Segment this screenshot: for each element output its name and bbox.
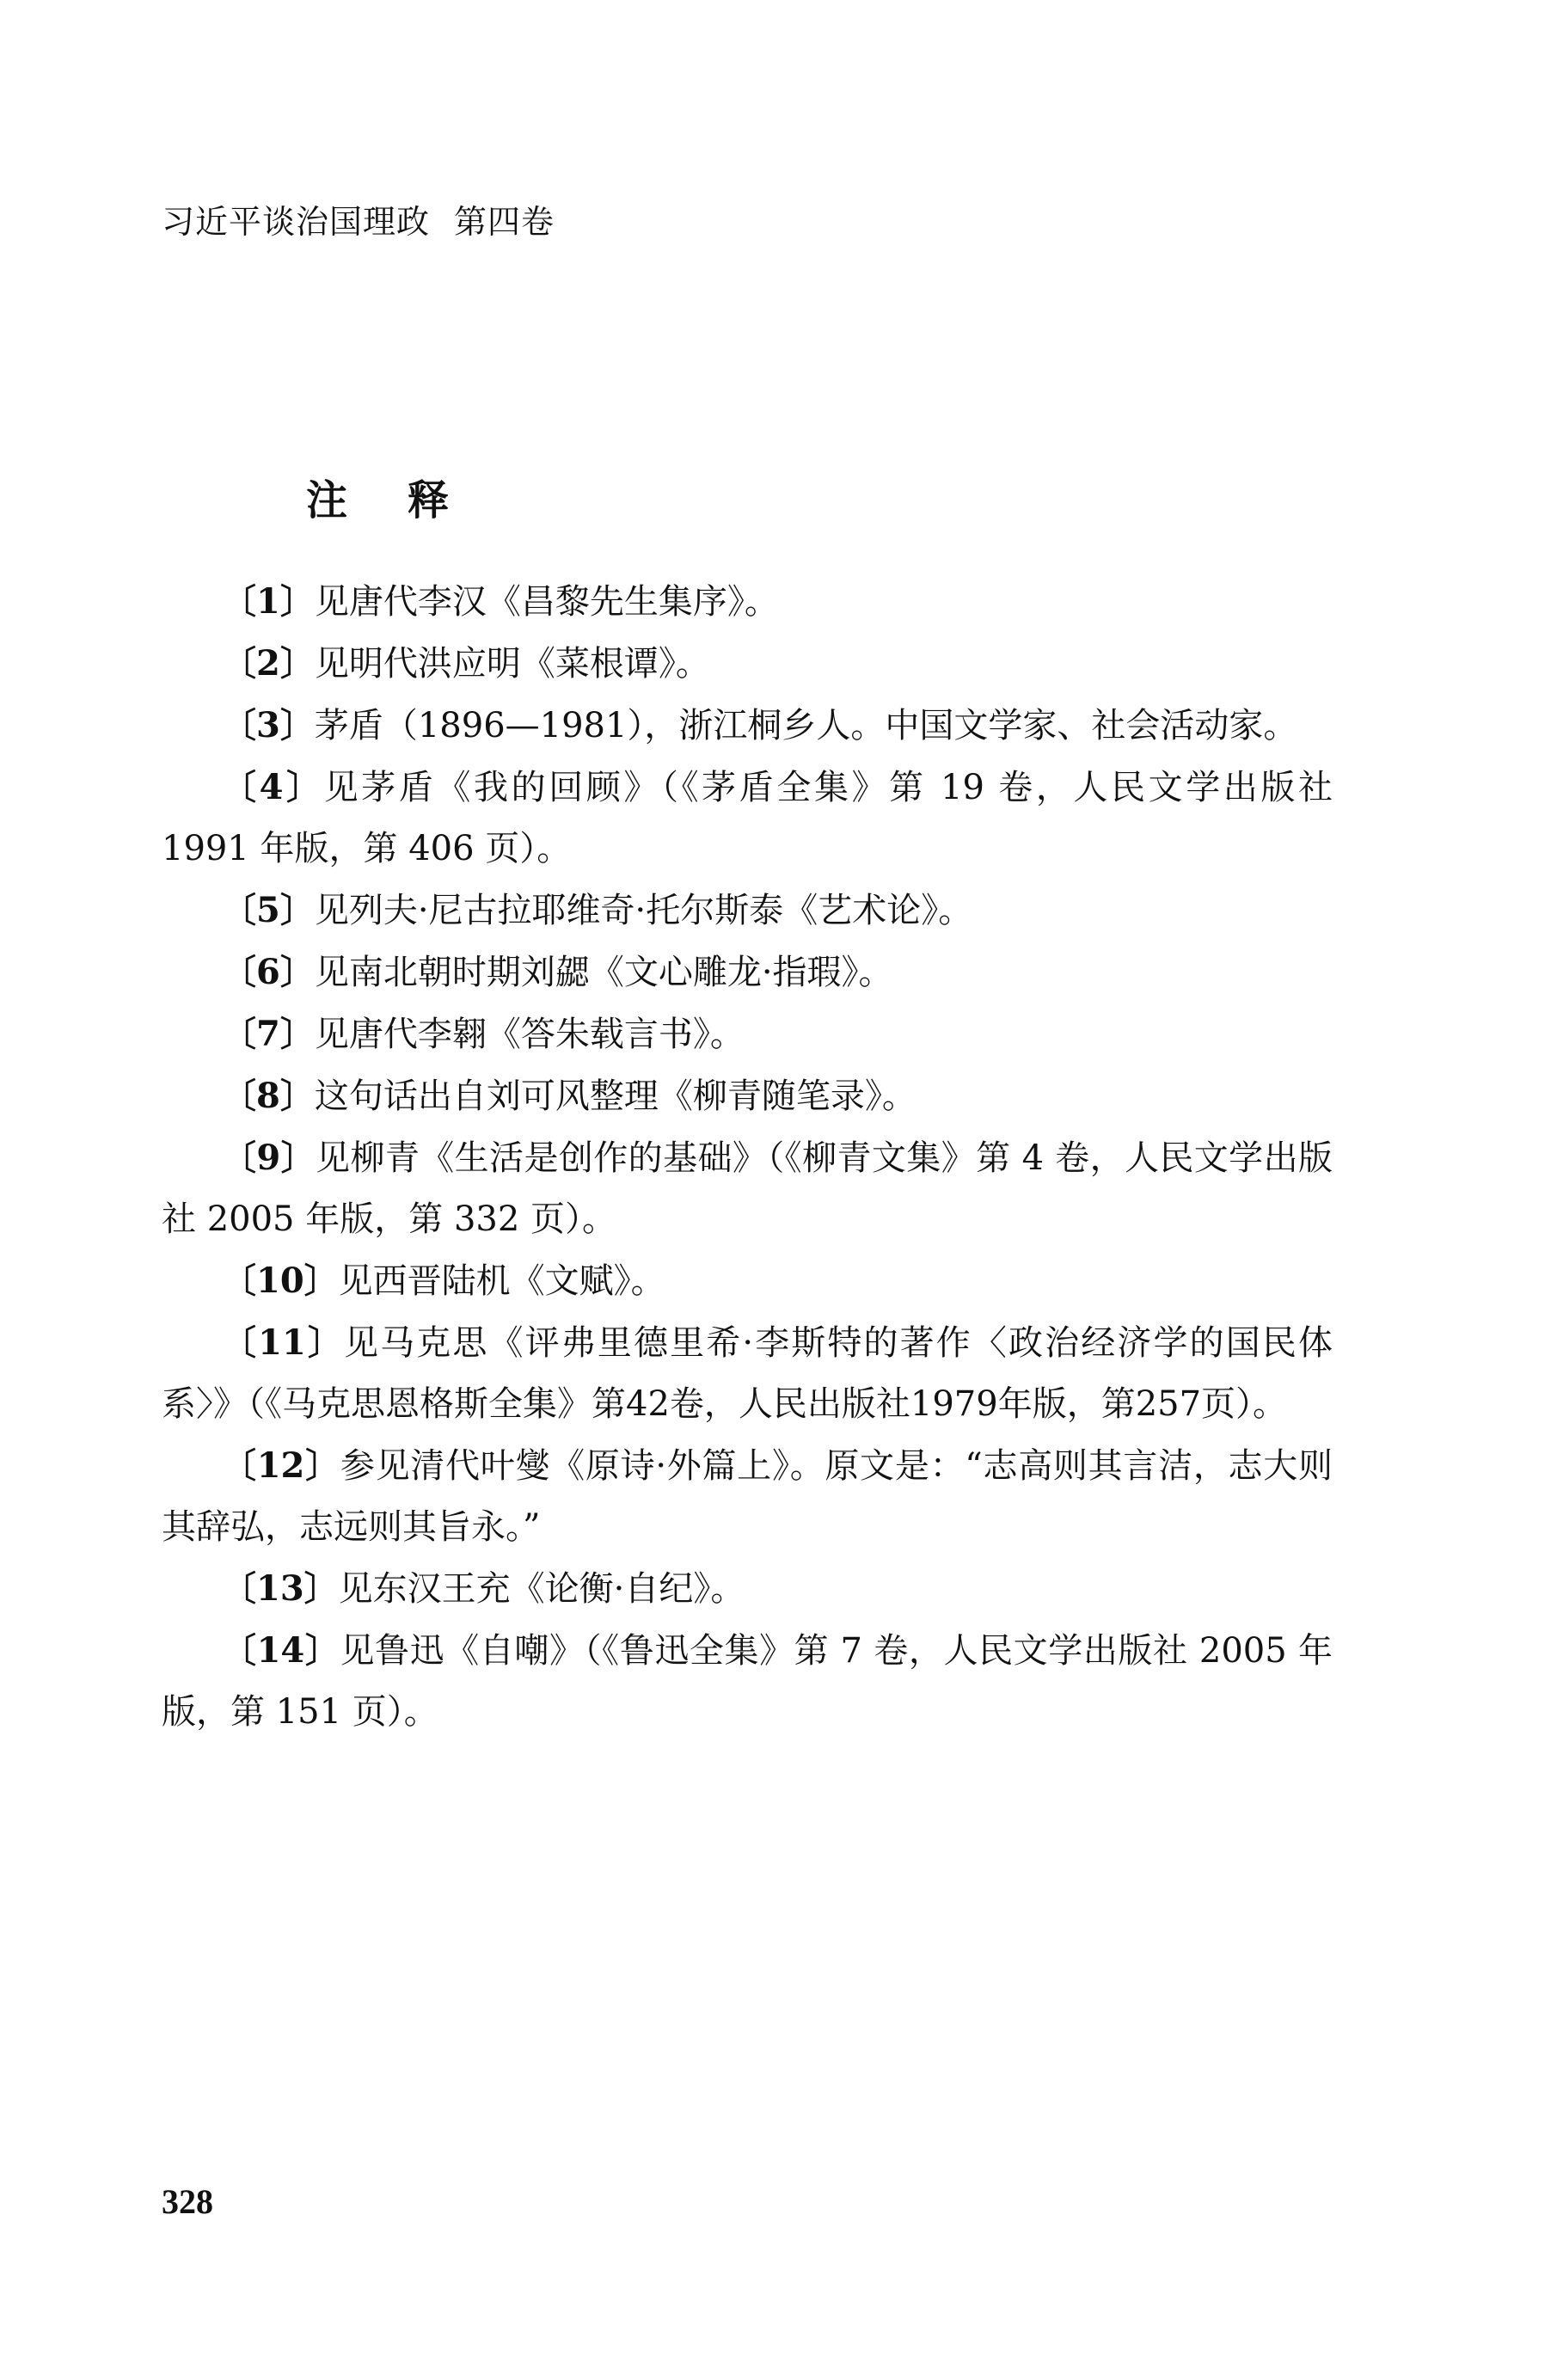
note-number: 〔3〕 <box>222 705 315 745</box>
note-item <box>162 1127 1333 1250</box>
note-number: 〔6〕 <box>222 952 315 992</box>
note-number: 〔1〕 <box>222 581 315 622</box>
note-item <box>162 1312 1333 1435</box>
note-text: 见茅盾《我的回顾》（《茅盾全集》第 19 卷，人民文学出版社 1991 年版，第 406 页）。 <box>162 768 1333 868</box>
note-text: 见马克思《评弗里德里希·李斯特的著作〈政治经济学的国民体系〉》（《马克思恩格斯全集》第42卷，人民出版社1979年版，第257页）。 <box>162 1323 1333 1424</box>
note-text: 见东汉王充《论衡·自纪》。 <box>338 1569 745 1609</box>
book-title: 习近平谈治国理政 <box>162 203 431 241</box>
note-item <box>162 880 1333 942</box>
note-text: 见西晋陆机《文赋》。 <box>338 1261 665 1301</box>
note-item <box>162 1250 1333 1312</box>
note-text: 茅盾（1896—1981），浙江桐乡人。中国文学家、社会活动家。 <box>314 706 1298 745</box>
section-title: 注释 <box>306 476 510 524</box>
note-text: 见唐代李汉《昌黎先生集序》。 <box>314 582 779 622</box>
note-item <box>162 757 1333 880</box>
note-number: 〔7〕 <box>222 1014 315 1054</box>
note-item <box>162 1435 1333 1558</box>
note-number: 〔14〕 <box>222 1630 340 1671</box>
note-item <box>162 1620 1333 1743</box>
note-text: 见明代洪应明《菜根谭》。 <box>314 644 710 684</box>
note-number: 〔10〕 <box>222 1261 339 1301</box>
note-item <box>162 571 1333 633</box>
volume-label: 第四卷 <box>454 203 555 241</box>
note-item <box>162 695 1333 757</box>
note-number: 〔13〕 <box>222 1568 339 1609</box>
note-item <box>162 1065 1333 1127</box>
note-text: 见南北朝时期刘勰《文心雕龙·指瑕》。 <box>314 953 893 992</box>
note-number: 〔11〕 <box>222 1322 345 1363</box>
note-text: 参见清代叶燮《原诗·外篇上》。原文是：“志高则其言洁，志大则其辞弘，志远则其旨永。” <box>162 1446 1333 1547</box>
note-number: 〔2〕 <box>222 643 315 684</box>
note-number: 〔12〕 <box>222 1445 340 1486</box>
note-text: 见列夫·尼古拉耶维奇·托尔斯泰《艺术论》。 <box>314 891 973 930</box>
note-number: 〔9〕 <box>222 1138 316 1178</box>
note-text: 见唐代李翱《答朱载言书》。 <box>314 1015 745 1054</box>
note-text: 这句话出自刘可风整理《柳青随笔录》。 <box>314 1077 916 1116</box>
note-number: 〔5〕 <box>222 890 315 930</box>
note-number: 〔4〕 <box>222 767 324 807</box>
note-number: 〔8〕 <box>222 1076 315 1116</box>
notes-list <box>162 571 1333 1743</box>
running-header <box>162 199 555 244</box>
page-number: 328 <box>162 2182 213 2221</box>
note-text: 见柳青《生活是创作的基础》（《柳青文集》第 4 卷，人民文学出版社 2005 年版，第 332 页）。 <box>162 1138 1333 1239</box>
note-item <box>162 942 1333 1003</box>
note-item <box>162 1003 1333 1065</box>
note-text: 见鲁迅《自嘲》（《鲁迅全集》第 7 卷，人民文学出版社 2005 年版，第 151 页）。 <box>162 1631 1333 1732</box>
note-item <box>162 1558 1333 1620</box>
note-item <box>162 633 1333 695</box>
